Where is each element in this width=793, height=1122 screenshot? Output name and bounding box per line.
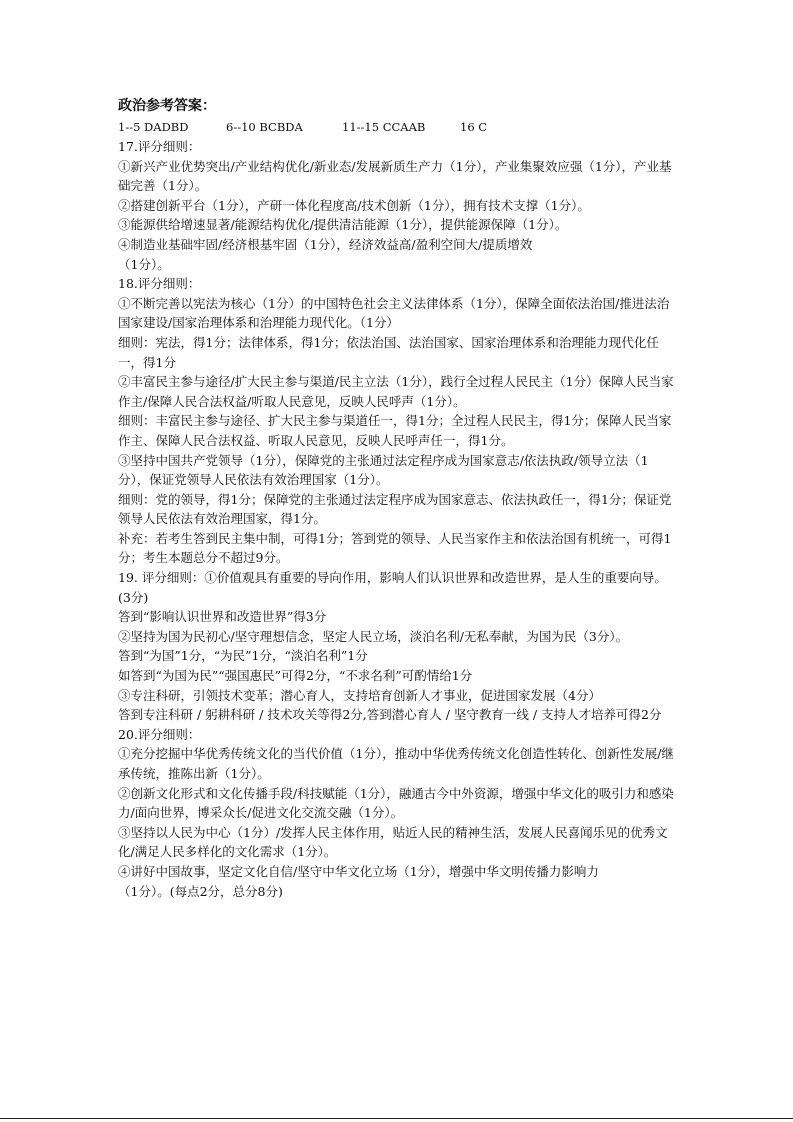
text-line: ④制造业基础牢固/经济根基牢固（1分），经济效益高/盈利空间大/提质增效 xyxy=(118,236,533,252)
text-line: （1分）。 xyxy=(118,256,170,272)
text-line: ②搭建创新平台（1分），产研一体化程度高/技术创新（1分），拥有技术支撑（1分）。 xyxy=(118,197,590,213)
text-line: ②坚持为国为民初心/坚守理想信念，坚定人民立场，淡泊名利/无私奉献，为国为民（3分）。 xyxy=(118,628,629,644)
text-line: ①新兴产业优势突出/产业结构优化/新业态/发展新质生产力（1分），产业集聚效应强（1分），产业基础完善（1分）。 xyxy=(118,158,672,194)
text-line: ③坚持中国共产党领导（1分），保障党的主张通过法定程序成为国家意志/依法执政/领导立法（1分），保证党领导人民依法有效治理国家（1分）。 xyxy=(118,452,649,488)
choice-answer-group: 1--5 DADBD xyxy=(118,120,189,134)
text-line: 答到“为国”1分，“为民”1分，“淡泊名利”1分 xyxy=(118,648,368,664)
text-line: 20.评分细则： xyxy=(118,726,201,742)
text-line: ②创新文化形式和文化传播手段/科技赋能（1分），融通古今中外资源，增强中华文化的吸引力和感染力/面向世界，博采众长/促进文化交流交融（1分）。 xyxy=(118,785,674,821)
choice-answer-group: 6--10 BCBDA xyxy=(226,120,303,134)
text-line: 答到专注科研 / 躬耕科研 / 技术攻关等得2分,答到潜心育人 / 坚守教育一线 / 支持人才培养可得2分 xyxy=(118,707,662,723)
text-line: 补充：若考生答到民主集中制，可得1分；答到党的领导、人民当家作主和依法治国有机统一，可得1分；考生本题总分不超过9分。 xyxy=(118,530,672,566)
text-line: 19. 评分细则：①价值观具有重要的导向作用，影响人们认识世界和改造世界，是人生的重要向导。(3分) xyxy=(118,570,667,605)
text-line: 答到“影响认识世界和改造世界”得3分 xyxy=(118,609,327,625)
text-line: 细则：丰富民主参与途径、扩大民主参与渠道任一，得1分；全过程人民民主，得1分；保障人民当家作主、保障人民合法权益、听取人民意见，反映人民呼声任一，得1分。 xyxy=(118,413,672,448)
page-title: 政治参考答案： xyxy=(118,98,216,114)
text-line: ②丰富民主参与途径/扩大民主参与渠道/民主立法（1分），践行全过程人民民主（1分）保障人民当家作主/保障人民合法权益/听取人民意见，反映人民呼声（1分）。 xyxy=(118,374,674,409)
text-line: ③能源供给增速显著/能源结构优化/提供清洁能源（1分），提供能源保障（1分）。 xyxy=(118,217,568,233)
text-line: ④讲好中国故事，坚定文化自信/坚守中华文化立场（1分），增强中华文明传播力影响力 xyxy=(118,863,599,879)
answer-content xyxy=(118,96,678,901)
text-line: 18.评分细则： xyxy=(118,276,201,292)
text-line: （1分）。(每点2分，总分8分) xyxy=(118,883,283,899)
text-line: ①不断完善以宪法为核心（1分）的中国特色社会主义法律体系（1分），保障全面依法治国/推进法治国家建设/国家治理体系和治理能力现代化。（1分） xyxy=(118,295,670,331)
choice-answer-group: 16 C xyxy=(460,120,488,134)
text-line: ①充分挖掘中华优秀传统文化的当代价值（1分），推动中华优秀传统文化创造性转化、创新性发展/继承传统，推陈出新（1分）。 xyxy=(118,746,674,781)
scoring-lines xyxy=(118,137,678,901)
text-line: 细则：党的领导，得1分；保障党的主张通过法定程序成为国家意志、依法执政任一，得1分；保证党领导人民依法有效治理国家，得1分。 xyxy=(118,491,672,527)
choice-answer-group: 11--15 CCAAB xyxy=(342,120,426,134)
text-line: ③坚持以人民为中心（1分）/发挥人民主体作用，贴近人民的精神生活，发展人民喜闻乐见的优秀文化/满足人民多样化的文化需求（1分）。 xyxy=(118,824,668,860)
text-line: 如答到“为国为民”“强国惠民”可得2分，“不求名利”可酌情给1分 xyxy=(118,668,473,684)
text-line: 细则：宪法，得1分；法律体系，得1分；依法治国、法治国家、国家治理体系和治理能力现代化任一，得1分 xyxy=(118,334,659,370)
choice-answers xyxy=(118,118,678,137)
text-line: ③专注科研，引领技术变革；潜心育人，支持培育创新人才事业，促进国家发展（4分） xyxy=(118,687,601,703)
text-line: 17.评分细则： xyxy=(118,139,201,154)
page-bottom-rule xyxy=(0,1118,793,1119)
